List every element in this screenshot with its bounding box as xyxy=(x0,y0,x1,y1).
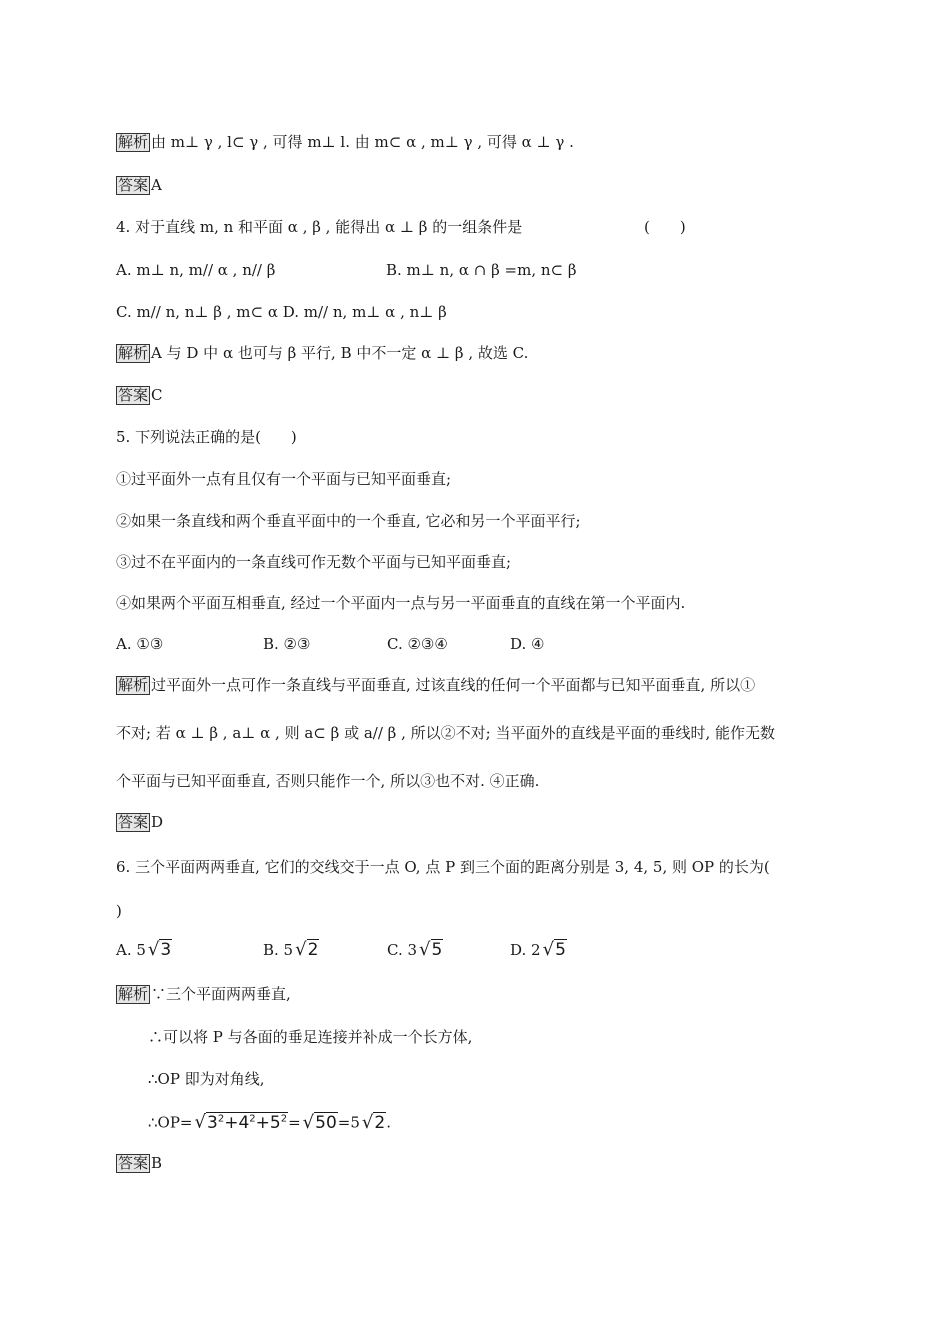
answer-tag: 答案 xyxy=(118,176,149,194)
q4-analysis-text: A 与 D 中 α 也可与 β 平行, B 中不一定 α ⊥ β , 故选 C. xyxy=(151,344,529,362)
q3-analysis-line xyxy=(116,132,574,152)
sqrt-icon: $√3^2+4^2+5^2$ xyxy=(194,1111,288,1133)
answer-tag: 答案 xyxy=(118,386,149,404)
q6-answer-text: B xyxy=(151,1154,163,1172)
q6-stem-line-1: 6. 三个平面两两垂直, 它们的交线交于一点 O, 点 P 到三个面的距离分别是 3, 4, 5, 则 OP 的长为( xyxy=(116,858,770,876)
q6-option-b xyxy=(263,940,319,960)
q5-statement-1: ①过平面外一点有且仅有一个平面与已知平面垂直; xyxy=(116,470,452,488)
q6-option-d-coef: D. 2 xyxy=(510,941,541,959)
sqrt-icon: √50 xyxy=(302,1111,337,1133)
q4-analysis-line xyxy=(116,343,528,363)
q6-option-c-coef: C. 3 xyxy=(387,941,418,959)
analysis-tag: 解析 xyxy=(118,676,149,694)
q6-option-c-radicand: 5 xyxy=(431,940,443,960)
q6-analysis-end: . xyxy=(386,1113,391,1132)
q6-option-a xyxy=(116,940,172,960)
q3-answer-line xyxy=(116,175,162,195)
q6-analysis-line-2: ∴可以将 P 与各面的垂足连接并补成一个长方体, xyxy=(148,1028,473,1046)
q6-analysis-radicand-2: 2 xyxy=(374,1112,386,1133)
q4-answer-line xyxy=(116,385,163,405)
q4-option-a: A. m⊥ n, m// α , n// β xyxy=(116,261,276,279)
q5-answer-text: D xyxy=(151,813,164,831)
q6-option-a-radicand: 3 xyxy=(160,940,172,960)
q6-analysis-radicand-1: 50 xyxy=(315,1112,337,1133)
q4-option-cd: C. m// n, n⊥ β , m⊂ α D. m// n, m⊥ α , n⊥ β xyxy=(116,303,447,321)
sqrt-icon: √3 xyxy=(147,939,172,960)
q5-option-d: D. ④ xyxy=(510,635,545,653)
q6-analysis-lead: ∴OP= xyxy=(148,1113,193,1132)
q6-analysis-line-1 xyxy=(116,984,291,1004)
q6-stem-line-2: ) xyxy=(116,902,122,920)
q4-answer-text: C xyxy=(151,386,163,404)
q5-analysis-line-3: 个平面与已知平面垂直, 否则只能作一个, 所以③也不对. ④正确. xyxy=(116,772,540,790)
q6-analysis-line-4: ∴OP= $√3^2+4^2+5^2= √50=5$ √2. xyxy=(148,1109,391,1133)
q5-option-c: C. ②③④ xyxy=(387,635,448,653)
q3-answer-text: A xyxy=(151,176,162,194)
analysis-tag: 解析 xyxy=(118,133,149,151)
sqrt-icon: √5 xyxy=(542,939,566,960)
analysis-tag: 解析 xyxy=(118,985,149,1003)
q4-option-b: B. m⊥ n, α ∩ β =m, n⊂ β xyxy=(386,261,577,279)
answer-tag: 答案 xyxy=(118,1154,149,1172)
q6-option-b-radicand: 2 xyxy=(307,940,319,960)
sum-of-squares: $3^2+4^2+5^2$ xyxy=(207,1112,288,1133)
q5-statement-2: ②如果一条直线和两个垂直平面中的一个垂直, 它必和另一个平面平行; xyxy=(116,512,581,530)
q6-option-b-coef: B. 5 xyxy=(263,941,294,959)
q6-answer-line xyxy=(116,1153,162,1173)
q6-analysis-text-1: ∵三个平面两两垂直, xyxy=(151,985,291,1003)
q6-analysis-line-3: ∴OP 即为对角线, xyxy=(148,1070,265,1088)
q5-option-b: B. ②③ xyxy=(263,635,311,653)
q5-statement-3: ③过不在平面内的一条直线可作无数个平面与已知平面垂直; xyxy=(116,553,512,571)
sqrt-icon: √2 xyxy=(361,1111,386,1133)
q5-analysis-line-2: 不对; 若 α ⊥ β , a⊥ α , 则 a⊂ β 或 a// β , 所以②不对; 当平面外的直线是平面的垂线时, 能作无数 xyxy=(116,724,775,742)
q6-option-d xyxy=(510,940,567,960)
q5-answer-line xyxy=(116,812,163,832)
q5-statement-4: ④如果两个平面互相垂直, 经过一个平面内一点与另一平面垂直的直线在第一个平面内. xyxy=(116,594,686,612)
q6-option-c xyxy=(387,940,443,960)
sqrt-icon: √5 xyxy=(419,939,443,960)
q4-answer-blank: ( ) xyxy=(644,218,686,236)
q4-stem xyxy=(116,217,522,237)
q5-stem: 5. 下列说法正确的是( ) xyxy=(116,428,297,446)
q6-option-d-radicand: 5 xyxy=(555,940,566,960)
q5-option-a: A. ①③ xyxy=(116,635,164,653)
q5-analysis-text-1: 过平面外一点可作一条直线与平面垂直, 过该直线的任何一个平面都与已知平面垂直, 所以① xyxy=(151,676,756,694)
q6-analysis-mid: =5 xyxy=(337,1113,360,1132)
sqrt-icon: √2 xyxy=(295,939,319,960)
analysis-tag: 解析 xyxy=(118,344,149,362)
answer-tag: 答案 xyxy=(118,813,149,831)
q3-analysis-text: 由 m⊥ γ , l⊂ γ , 可得 m⊥ l. 由 m⊂ α , m⊥ γ , 可得 α ⊥ γ . xyxy=(151,133,574,151)
q6-option-a-coef: A. 5 xyxy=(116,941,146,959)
q4-stem-text: 4. 对于直线 m, n 和平面 α , β , 能得出 α ⊥ β 的一组条件是 xyxy=(116,218,523,236)
q5-analysis-line-1 xyxy=(116,675,755,695)
